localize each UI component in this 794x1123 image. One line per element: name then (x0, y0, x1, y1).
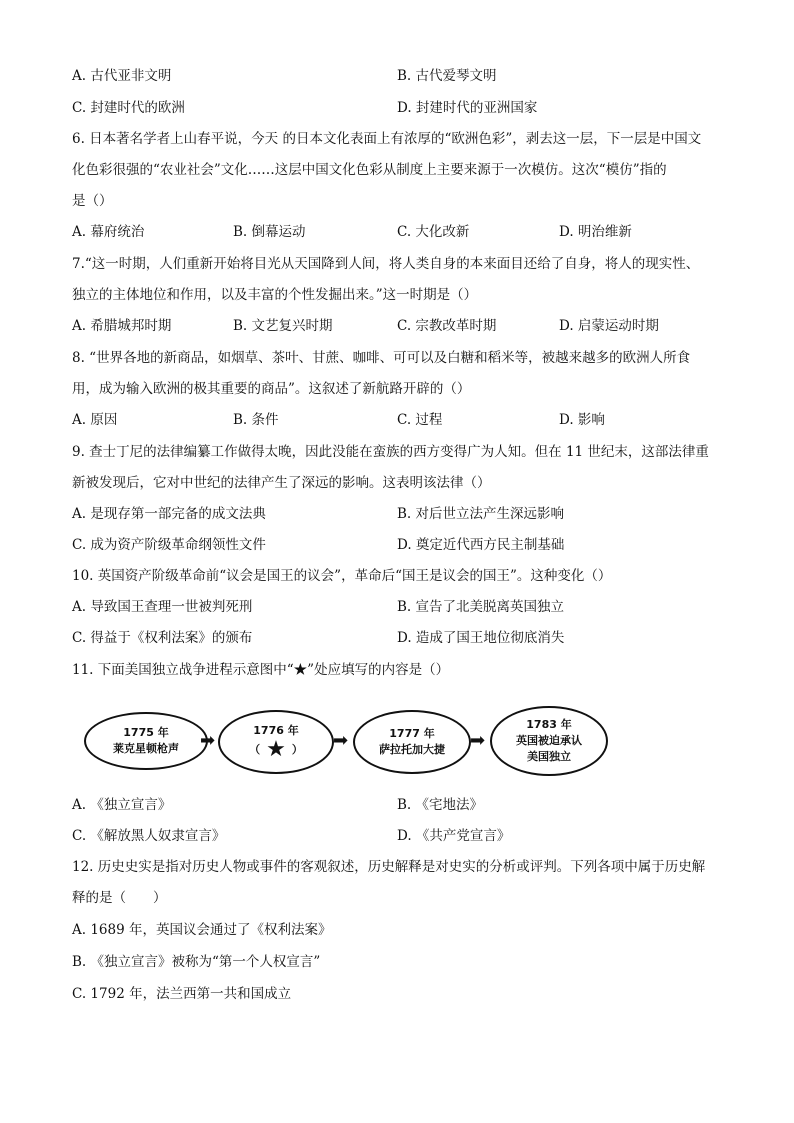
q7-option-c: C. 宗教改革时期 (397, 318, 497, 334)
q12-option-a: A. 1689 年，英国议会通过了《权利法案》 (72, 922, 332, 938)
q5-option-b: B. 古代爱琴文明 (397, 68, 497, 84)
q6-stem-line-1: 6. 日本著名学者上山春平说，今天 的日本文化表面上有浓厚的“欧洲色彩”，剥去这一层，下一层是中国文 (72, 131, 702, 147)
q8-option-b: B. 条件 (233, 412, 279, 428)
q8-option-d: D. 影响 (559, 412, 605, 428)
q7-option-a: A. 希腊城邦时期 (72, 318, 172, 334)
node-1783-text-2: 美国独立 (527, 750, 571, 763)
independence-war-diagram (82, 704, 642, 782)
q11-option-b: B. 《宅地法》 (397, 797, 484, 813)
q9-option-a: A. 是现存第一部完备的成文法典 (72, 506, 266, 522)
q8-option-a: A. 原因 (72, 412, 118, 428)
q12-option-b: B. 《独立宣言》被称为“第一个人权宣言” (72, 954, 321, 970)
q9-option-d: D. 奠定近代西方民主制基础 (397, 537, 565, 553)
diagram-node-1777 (353, 710, 471, 774)
node-1776-blank (249, 739, 303, 761)
node-1775-text: 莱克星顿枪声 (113, 742, 179, 755)
q6-option-a: A. 幕府统治 (72, 224, 145, 240)
diagram-node-1775 (84, 712, 208, 770)
q10-stem-line-1: 10. 英国资产阶级革命前“议会是国王的议会”，革命后“国王是议会的国王”。这种变化（） (72, 568, 612, 584)
node-1776-left-paren: （ (249, 743, 261, 756)
star-icon: ★ (266, 737, 286, 762)
q12-option-c: C. 1792 年，法兰西第一共和国成立 (72, 986, 292, 1002)
q9-option-c: C. 成为资产阶级革命纲领性文件 (72, 537, 266, 553)
q7-stem-line-2: 独立的主体地位和作用，以及丰富的个性发掘出来。”这一时期是（） (72, 287, 478, 303)
q8-stem-line-1: 8. “世界各地的新商品，如烟草、茶叶、甘蔗、咖啡、可可以及白糖和稻米等，被越来越多的欧洲人所食 (72, 350, 691, 366)
q9-stem-line-2: 新被发现后，它对中世纪的法律产生了深远的影响。这表明该法律（） (72, 475, 491, 491)
node-1775-year: 1775 年 (123, 726, 169, 739)
node-1783-text-1: 英国被迫承认 (516, 734, 582, 747)
q10-option-a: A. 导致国王查理一世被判死刑 (72, 599, 253, 615)
q7-option-d: D. 启蒙运动时期 (559, 318, 659, 334)
q7-option-b: B. 文艺复兴时期 (233, 318, 333, 334)
q12-stem-line-1: 12. 历史史实是指对历史人物或事件的客观叙述，历史解释是对史实的分析或评判。下列各项中属于历史解 (72, 859, 706, 875)
q5-option-d: D. 封建时代的亚洲国家 (397, 100, 538, 116)
q12-stem-line-2: 释的是（ ） (72, 890, 167, 906)
node-1777-year: 1777 年 (389, 727, 435, 740)
q5-option-a: A. 古代亚非文明 (72, 68, 172, 84)
q11-option-c: C. 《解放黑人奴隶宣言》 (72, 828, 226, 844)
q6-option-c: C. 大化改新 (397, 224, 470, 240)
diagram-node-1783 (490, 706, 608, 776)
arrow-right-icon: ➡ (200, 730, 216, 751)
q8-option-c: C. 过程 (397, 412, 443, 428)
arrow-right-icon: ➡ (333, 730, 349, 751)
node-1776-right-paren: ） (291, 743, 303, 756)
q6-stem-line-2: 化色彩很强的“农业社会”文化……这层中国文化色彩从制度上主要来源于一次模仿。这次“模仿”指的 (72, 162, 667, 178)
q8-stem-line-2: 用，成为输入欧洲的极其重要的商品”。这叙述了新航路开辟的（） (72, 381, 471, 397)
q6-stem-line-3: 是（） (72, 193, 113, 209)
node-1777-text: 萨拉托加大捷 (379, 743, 445, 756)
q9-stem-line-1: 9. 查士丁尼的法律编纂工作做得太晚，因此没能在蛮族的西方变得广为人知。但在 11 世纪末，这部法律重 (72, 444, 709, 460)
node-1783-year: 1783 年 (526, 718, 572, 731)
q9-option-b: B. 对后世立法产生深远影响 (397, 506, 565, 522)
q6-option-b: B. 倒幕运动 (233, 224, 306, 240)
arrow-right-icon: ➡ (470, 730, 486, 751)
diagram-node-1776 (218, 710, 334, 774)
q5-option-c: C. 封建时代的欧洲 (72, 100, 185, 116)
q6-option-d: D. 明治维新 (559, 224, 632, 240)
q10-option-c: C. 得益于《权利法案》的颁布 (72, 630, 253, 646)
q7-stem-line-1: 7.“这一时期，人们重新开始将目光从天国降到人间，将人类自身的本来面目还给了自身，将人的现实性、 (72, 256, 700, 272)
q10-option-b: B. 宣告了北美脱离英国独立 (397, 599, 565, 615)
q11-stem-line-1: 11. 下面美国独立战争进程示意图中“★”处应填写的内容是（） (72, 662, 450, 678)
node-1776-year: 1776 年 (253, 724, 299, 737)
q10-option-d: D. 造成了国王地位彻底消失 (397, 630, 565, 646)
q11-option-d: D. 《共产党宣言》 (397, 828, 511, 844)
q11-option-a: A. 《独立宣言》 (72, 797, 172, 813)
